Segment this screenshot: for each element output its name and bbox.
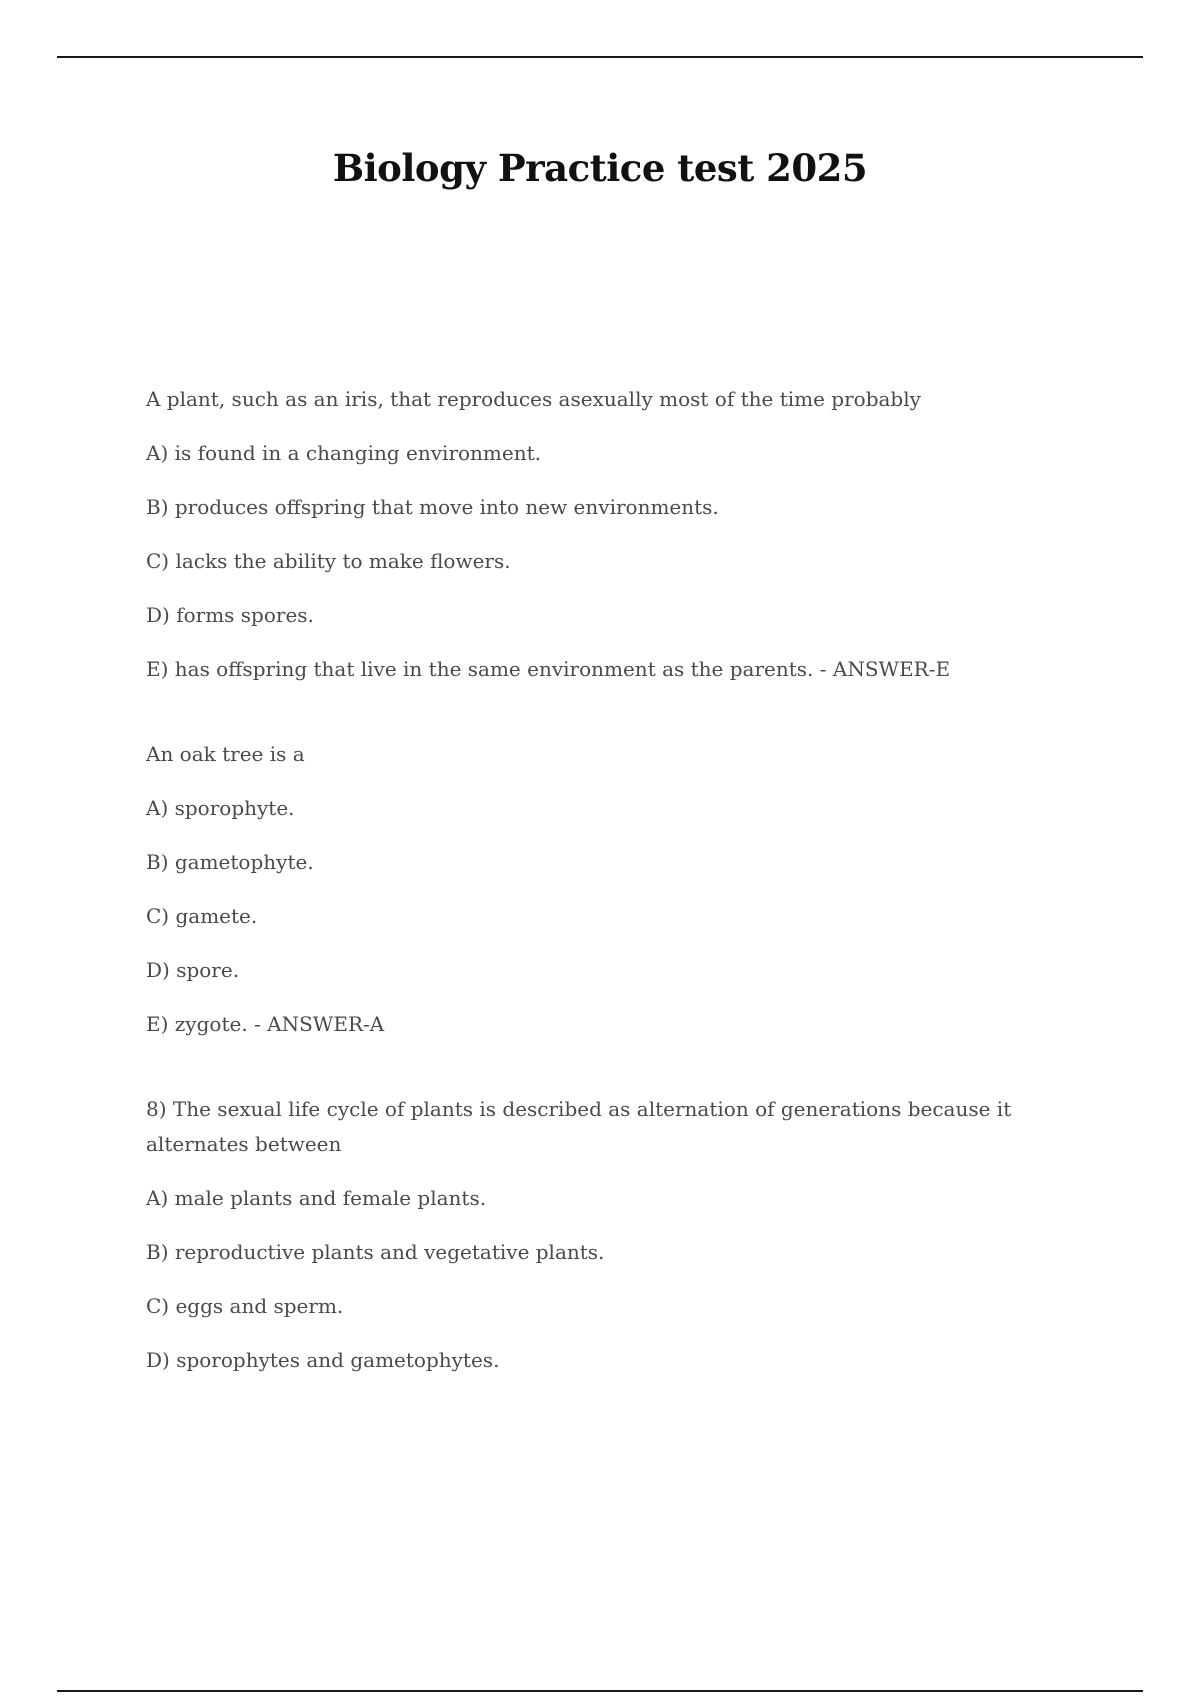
option-e: E) has offspring that live in the same environment as the parents. - ANSWER-E [146, 657, 951, 681]
question-1 [146, 382, 1086, 687]
option-c: C) gamete. [146, 904, 258, 928]
option-d: D) spore. [146, 958, 240, 982]
option-b: B) gametophyte. [146, 850, 314, 874]
question-stem: 8) The sexual life cycle of plants is described as alternation of generations because it alternates between [146, 1097, 1012, 1156]
option-a: A) male plants and female plants. [146, 1186, 487, 1210]
option-c: C) lacks the ability to make flowers. [146, 549, 511, 573]
question-3 [146, 1092, 1086, 1378]
option-a: A) is found in a changing environment. [146, 441, 541, 465]
option-d: D) forms spores. [146, 603, 314, 627]
question-2 [146, 737, 1086, 1042]
document-body [146, 382, 1086, 1397]
question-stem: An oak tree is a [146, 742, 305, 766]
footer-rule [57, 1690, 1143, 1692]
page-title: Biology Practice test 2025 [332, 146, 868, 190]
option-b: B) reproductive plants and vegetative plants. [146, 1240, 605, 1264]
option-b: B) produces offspring that move into new environments. [146, 495, 719, 519]
option-c: C) eggs and sperm. [146, 1294, 344, 1318]
option-a: A) sporophyte. [146, 796, 295, 820]
question-stem: A plant, such as an iris, that reproduces asexually most of the time probably [146, 387, 921, 411]
header-rule [57, 56, 1143, 58]
option-e: E) zygote. - ANSWER-A [146, 1012, 385, 1036]
option-d: D) sporophytes and gametophytes. [146, 1348, 500, 1372]
